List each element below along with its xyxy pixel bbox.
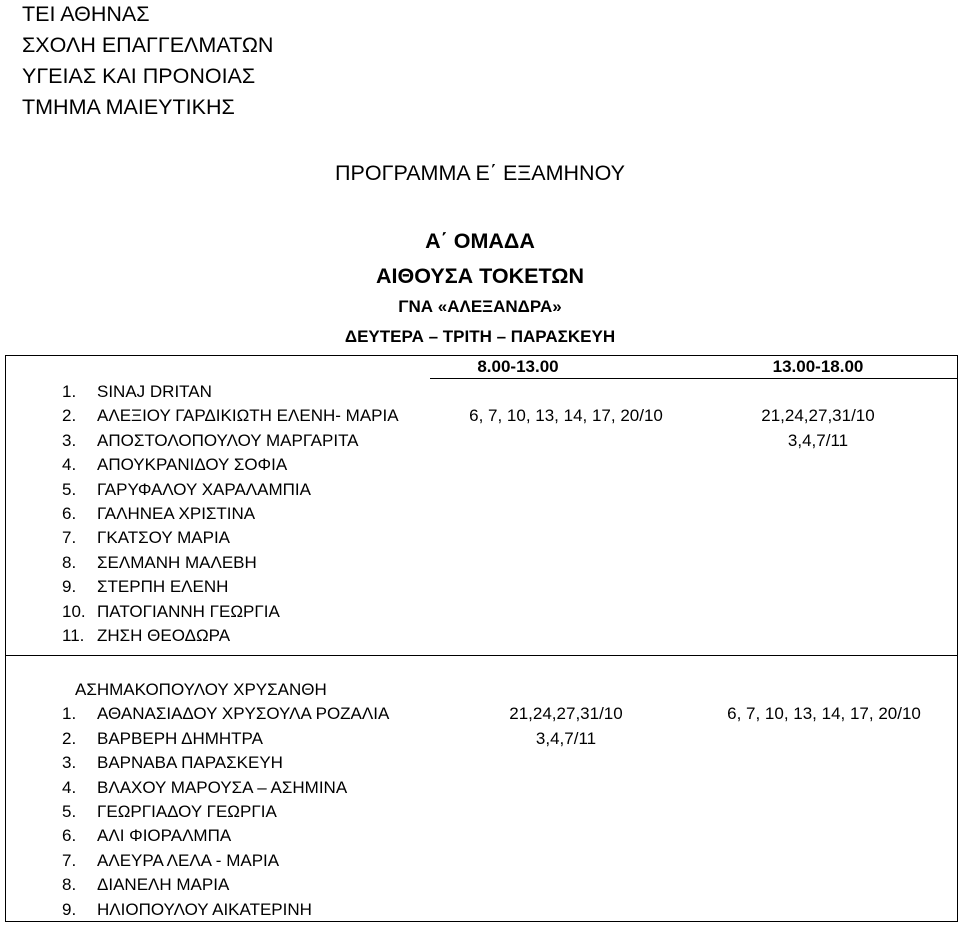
student-name: ΑΛΕΥΡΑ ΛΕΛΑ - ΜΑΡΙΑ bbox=[97, 850, 280, 870]
student-row bbox=[0, 429, 430, 453]
shift-header-afternoon: 13.00-18.00 bbox=[772, 357, 864, 376]
student-number: 9. bbox=[62, 899, 77, 919]
student-number: 7. bbox=[62, 528, 77, 548]
student-row bbox=[0, 551, 430, 575]
school-line: ΣΧΟΛΗ ΕΠΑΓΓΕΛΜΑΤΩΝ bbox=[22, 33, 274, 57]
hospital-name: ΓΝΑ «ΑΛΕΞΑΝΔΡΑ» bbox=[398, 297, 562, 316]
list-heading-name: ΑΣΗΜΑΚΟΠΟΥΛΟΥ ΧΡΥΣΑΝΘΗ bbox=[75, 680, 327, 699]
student-number: 6. bbox=[62, 503, 77, 523]
student-name: ΣΤΕΡΠΗ ΕΛΕΝΗ bbox=[97, 577, 229, 597]
student-row bbox=[0, 849, 430, 873]
table-right-border bbox=[957, 355, 958, 922]
student-number: 1. bbox=[62, 704, 77, 724]
student-name: ΑΠΟΣΤΟΛΟΠΟΥΛΟΥ ΜΑΡΓΑΡΙΤΑ bbox=[97, 430, 359, 450]
student-number: 3. bbox=[62, 430, 77, 450]
student-row bbox=[0, 624, 430, 648]
student-name: ΓΕΩΡΓΙΑΔΟΥ ΓΕΩΡΓΙΑ bbox=[97, 801, 277, 821]
student-row bbox=[0, 727, 430, 751]
department-line: ΤΜΗΜΑ ΜΑΙΕΥΤΙΚΗΣ bbox=[22, 95, 235, 119]
student-row bbox=[0, 600, 430, 624]
student-row bbox=[0, 404, 430, 428]
student-row bbox=[0, 575, 430, 599]
student-number: 4. bbox=[62, 455, 77, 475]
faculty-line: ΥΓΕΙΑΣ ΚΑΙ ΠΡΟΝΟΙΑΣ bbox=[22, 64, 256, 88]
student-row bbox=[0, 873, 430, 897]
student-name: ΒΑΡΝΑΒΑ ΠΑΡΑΣΚΕΥΗ bbox=[97, 753, 283, 773]
student-number: 8. bbox=[62, 552, 77, 572]
student-number: 9. bbox=[62, 577, 77, 597]
student-number: 10. bbox=[62, 601, 86, 621]
date-range: 21,24,27,31/10 bbox=[761, 406, 875, 425]
morning-dates bbox=[430, 404, 702, 429]
student-name: ΓΑΡΥΦΑΛΟΥ ΧΑΡΑΛΑΜΠΙΑ bbox=[97, 479, 311, 499]
student-name: ΑΘΑΝΑΣΙΑΔΟΥ ΧΡΥΣΟΥΛΑ ΡΟΖΑΛΙΑ bbox=[97, 704, 390, 724]
student-name: ΓΚΑΤΣΟΥ ΜΑΡΙΑ bbox=[97, 528, 231, 548]
student-name: ΔΙΑΝΕΛΗ ΜΑΡΙΑ bbox=[97, 875, 230, 895]
student-name: ΑΛΕΞΙΟΥ ΓΑΡΔΙΚΙΩΤΗ ΕΛΕΝΗ- ΜΑΡΙΑ bbox=[97, 406, 399, 426]
student-name: SINAJ DRITAN bbox=[97, 382, 212, 401]
student-number: 1. bbox=[62, 382, 77, 401]
afternoon-dates bbox=[702, 404, 934, 453]
student-row bbox=[0, 800, 430, 824]
student-name: ΖΗΣΗ ΘΕΟΔΩΡΑ bbox=[97, 625, 231, 645]
student-number: 2. bbox=[62, 728, 77, 748]
student-number: 7. bbox=[62, 850, 77, 870]
student-row bbox=[0, 898, 430, 922]
student-row bbox=[0, 526, 430, 550]
student-number: 5. bbox=[62, 801, 77, 821]
student-number: 6. bbox=[62, 826, 77, 846]
student-row bbox=[0, 824, 430, 848]
student-row bbox=[0, 380, 430, 404]
student-row bbox=[0, 751, 430, 775]
student-number: 4. bbox=[62, 777, 77, 797]
institution-line: ΤΕΙ ΑΘΗΝΑΣ bbox=[22, 2, 150, 26]
student-row bbox=[0, 702, 430, 726]
date-range: 21,24,27,31/10 bbox=[509, 704, 623, 723]
afternoon-dates bbox=[702, 702, 946, 727]
student-name: ΗΛΙΟΠΟΥΛΟΥ ΑΙΚΑΤΕΡΙΝΗ bbox=[97, 899, 312, 919]
student-row bbox=[0, 478, 430, 502]
student-number: 2. bbox=[62, 406, 77, 426]
student-name: ΓΑΛΗΝΕΑ ΧΡΙΣΤΙΝΑ bbox=[97, 503, 256, 523]
block-separator bbox=[5, 655, 958, 656]
morning-dates bbox=[430, 702, 702, 751]
date-range: 3,4,7/11 bbox=[535, 728, 597, 748]
student-name: ΠΑΤΟΓΙΑΝΝΗ ΓΕΩΡΓΙΑ bbox=[97, 601, 280, 621]
student-row bbox=[0, 453, 430, 477]
student-list bbox=[0, 678, 430, 922]
student-row bbox=[0, 502, 430, 526]
list-heading-row bbox=[0, 678, 430, 702]
student-number: 5. bbox=[62, 479, 77, 499]
weekdays: ΔΕΥΤΕΡΑ – ΤΡΙΤΗ – ΠΑΡΑΣΚΕΥΗ bbox=[344, 327, 616, 346]
date-range: 6, 7, 10, 13, 14, 17, 20/10 bbox=[727, 704, 921, 723]
student-name: ΣΕΛΜΑΝΗ ΜΑΛΕΒΗ bbox=[97, 552, 257, 572]
student-number: 8. bbox=[62, 875, 77, 895]
student-number: 11. bbox=[62, 625, 85, 645]
student-name: ΒΛΑΧΟΥ ΜΑΡΟΥΣΑ – ΑΣΗΜΙΝΑ bbox=[97, 777, 348, 797]
shift-header-morning: 8.00-13.00 bbox=[477, 357, 559, 376]
date-range: 6, 7, 10, 13, 14, 17, 20/10 bbox=[469, 406, 663, 425]
student-number: 3. bbox=[62, 753, 77, 773]
student-list bbox=[0, 380, 430, 648]
program-title: ΠΡΟΓΡΑΜΜΑ Ε΄ ΕΞΑΜΗΝΟΥ bbox=[335, 161, 625, 185]
date-range: 3,4,7/11 bbox=[787, 430, 849, 450]
room-name: ΑΙΘΟΥΣΑ ΤΟΚΕΤΩΝ bbox=[376, 264, 584, 288]
student-row bbox=[0, 776, 430, 800]
student-name: ΑΛΙ ΦΙΟΡΑΛΜΠΑ bbox=[97, 826, 232, 846]
student-name: ΑΠΟΥΚΡΑΝΙΔΟΥ ΣΟΦΙΑ bbox=[97, 455, 288, 475]
group-title: Α΄ ΟΜΑΔΑ bbox=[425, 229, 535, 253]
student-name: ΒΑΡΒΕΡΗ ΔΗΜΗΤΡΑ bbox=[97, 728, 263, 748]
